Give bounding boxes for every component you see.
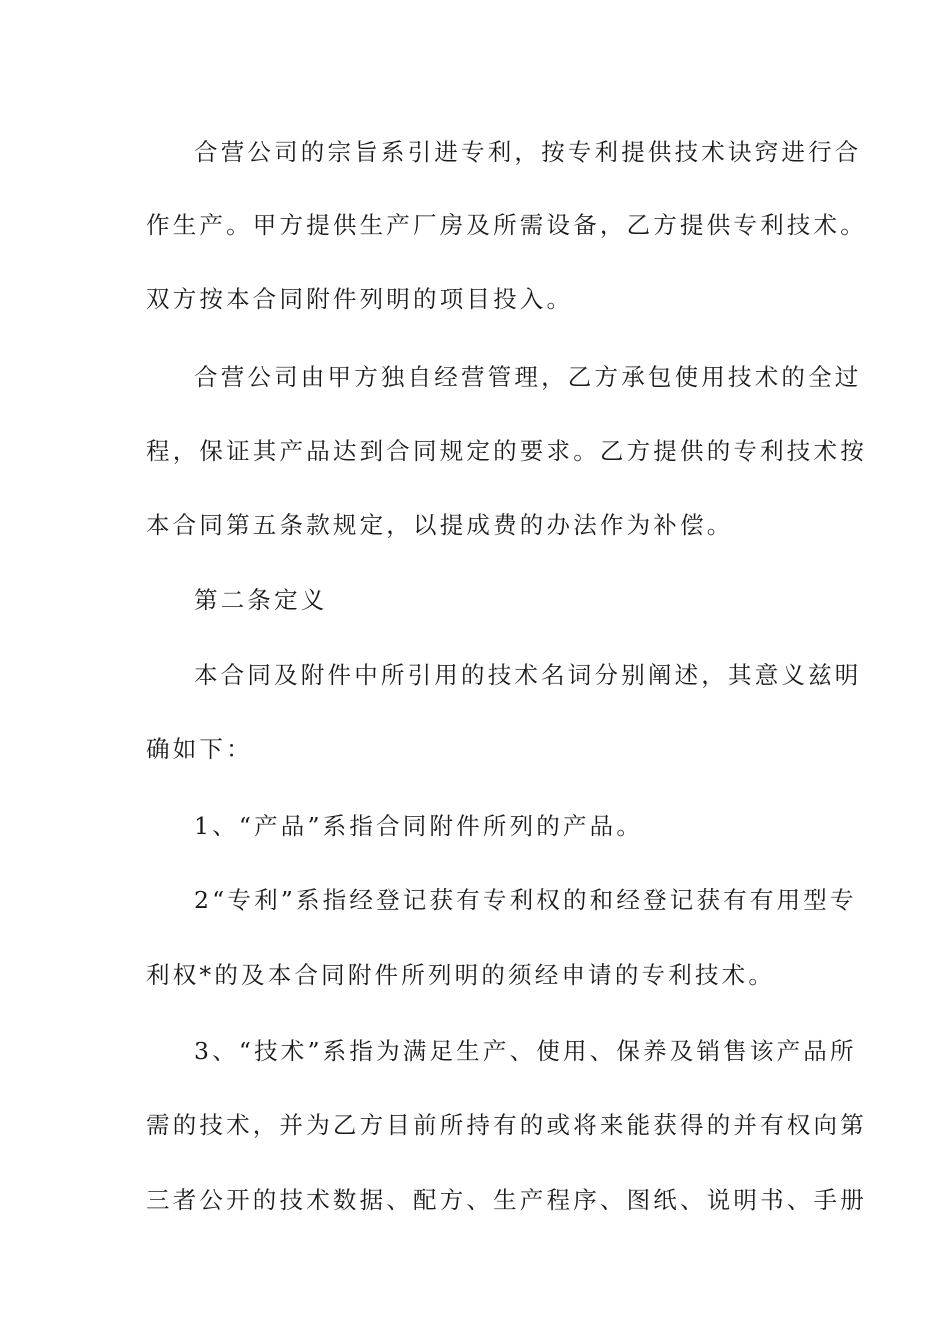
paragraph-line: 三者公开的技术数据、配方、生产程序、图纸、说明书、手册 bbox=[146, 1186, 867, 1214]
section-heading: 第二条定义 bbox=[194, 586, 328, 614]
paragraph-line: 作生产。甲方提供生产厂房及所需设备，乙方提供专利技术。 bbox=[146, 211, 867, 239]
paragraph-line: 双方按本合同附件列明的项目投入。 bbox=[146, 285, 574, 313]
paragraph-line: 合营公司的宗旨系引进专利，按专利提供技术诀窍进行合 bbox=[194, 138, 862, 166]
paragraph-line: 程，保证其产品达到合同规定的要求。乙方提供的专利技术按 bbox=[146, 437, 867, 465]
list-item: 2“专利”系指经登记获有专利权的和经登记获有有用型专 bbox=[194, 886, 857, 914]
paragraph-line: 本合同及附件中所引用的技术名词分别阐述，其意义兹明 bbox=[194, 661, 862, 689]
paragraph-line: 需的技术，并为乙方目前所持有的或将来能获得的并有权向第 bbox=[146, 1111, 867, 1139]
paragraph-line: 本合同第五条款规定，以提成费的办法作为补偿。 bbox=[146, 511, 734, 539]
list-item: 3、“技术”系指为满足生产、使用、保养及销售该产品所 bbox=[194, 1037, 857, 1065]
paragraph-line: 合营公司由甲方独自经营管理，乙方承包使用技术的全过 bbox=[194, 363, 862, 391]
list-item: 1、“产品”系指合同附件所列的产品。 bbox=[194, 812, 644, 840]
paragraph-line: 确如下： bbox=[146, 735, 253, 763]
paragraph-line: 利权*的及本合同附件所列明的须经申请的专利技术。 bbox=[146, 961, 776, 989]
